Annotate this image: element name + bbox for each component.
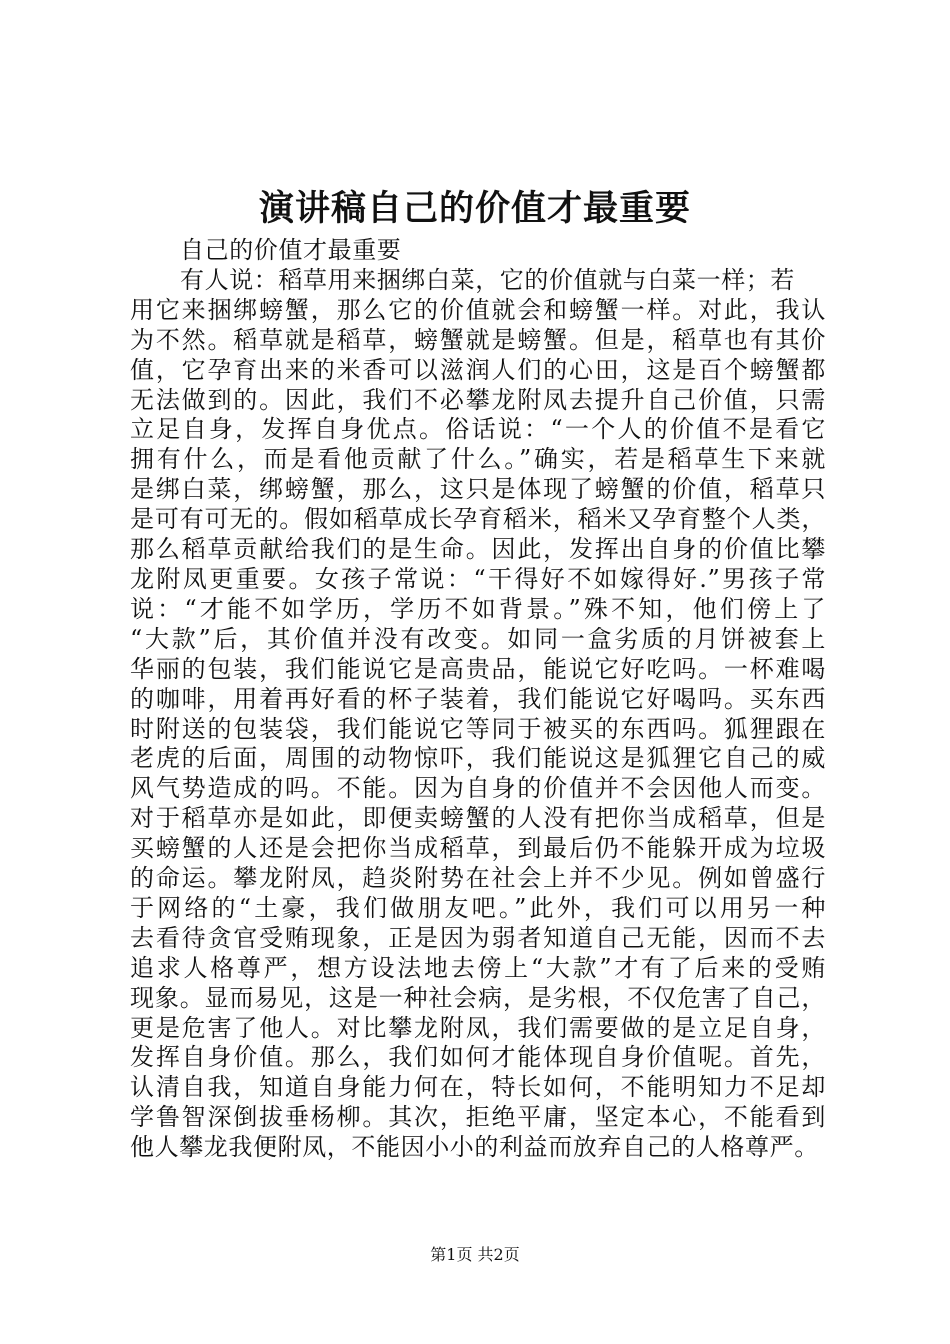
body-line: 追求人格尊严，想方设法地去傍上“大款”才有了后来的受贿 bbox=[130, 953, 826, 982]
body-line: 的咖啡，用着再好看的杯子装着，我们能说它好喝吗。买东西 bbox=[130, 684, 826, 713]
body-line: 风气势造成的吗。不能。因为自身的价值并不会因他人而变。 bbox=[130, 774, 826, 803]
body-line: 于网络的“土豪，我们做朋友吧。”此外，我们可以用另一种 bbox=[130, 893, 826, 922]
page-number: 第1页 共2页 bbox=[430, 1245, 520, 1264]
body-line: 值，它孕育出来的米香可以滋润人们的心田，这是百个螃蟹都 bbox=[130, 355, 826, 384]
body-line: 学鲁智深倒拔垂杨柳。其次，拒绝平庸，坚定本心，不能看到 bbox=[130, 1103, 826, 1132]
body-line: 有人说：稻草用来捆绑白菜，它的价值就与白菜一样；若 bbox=[180, 265, 795, 294]
document-title: 演讲稿自己的价值才最重要 bbox=[258, 188, 691, 229]
body-line: 立足自身，发挥自身优点。俗话说：“一个人的价值不是看它 bbox=[130, 415, 826, 444]
body-line: 为不然。稻草就是稻草，螃蟹就是螃蟹。但是，稻草也有其价 bbox=[130, 325, 826, 354]
body-line: 说：“才能不如学历，学历不如背景。”殊不知，他们傍上了 bbox=[130, 594, 826, 623]
body-line: 无法做到的。因此，我们不必攀龙附凤去提升自己价值，只需 bbox=[130, 385, 826, 414]
body-line: 龙附凤更重要。女孩子常说：“干得好不如嫁得好.”男孩子常 bbox=[130, 564, 826, 593]
body-line: 老虎的后面，周围的动物惊吓，我们能说这是狐狸它自己的威 bbox=[130, 744, 826, 773]
body-line: 更是危害了他人。对比攀龙附凤，我们需要做的是立足自身， bbox=[130, 1013, 826, 1042]
body-line: “大款”后，其价值并没有改变。如同一盒劣质的月饼被套上 bbox=[130, 624, 826, 653]
body-line: 认清自我，知道自身能力何在，特长如何，不能明知力不足却 bbox=[130, 1073, 826, 1102]
document-subtitle: 自己的价值才最重要 bbox=[180, 236, 402, 264]
body-line: 的命运。攀龙附凤，趋炎附势在社会上并不少见。例如曾盛行 bbox=[130, 864, 826, 893]
body-line: 是可有可无的。假如稻草成长孕育稻米，稻米又孕育整个人类， bbox=[130, 505, 826, 534]
body-line: 拥有什么，而是看他贡献了什么。”确实，若是稻草生下来就 bbox=[130, 445, 826, 474]
body-line: 现象。显而易见，这是一种社会病，是劣根，不仅危害了自己， bbox=[130, 983, 826, 1012]
body-line: 时附送的包装袋，我们能说它等同于被买的东西吗。狐狸跟在 bbox=[130, 714, 826, 743]
body-line: 华丽的包装，我们能说它是高贵品，能说它好吃吗。一杯难喝 bbox=[130, 654, 826, 683]
document-body bbox=[130, 236, 826, 1163]
body-line: 去看待贪官受贿现象，正是因为弱者知道自己无能，因而不去 bbox=[130, 923, 826, 952]
body-line: 用它来捆绑螃蟹，那么它的价值就会和螃蟹一样。对此，我认 bbox=[130, 295, 826, 324]
body-line: 是绑白菜，绑螃蟹，那么，这只是体现了螃蟹的价值，稻草只 bbox=[130, 475, 826, 504]
body-line: 那么稻草贡献给我们的是生命。因此，发挥出自身的价值比攀 bbox=[130, 535, 826, 564]
body-line: 对于稻草亦是如此，即便卖螃蟹的人没有把你当成稻草，但是 bbox=[130, 804, 826, 833]
body-line: 他人攀龙我便附凤，不能因小小的利益而放弃自己的人格尊严。 bbox=[130, 1133, 819, 1162]
body-line: 买螃蟹的人还是会把你当成稻草，到最后仍不能躲开成为垃圾 bbox=[130, 834, 826, 863]
body-line: 发挥自身价值。那么，我们如何才能体现自身价值呢。首先， bbox=[130, 1043, 826, 1072]
